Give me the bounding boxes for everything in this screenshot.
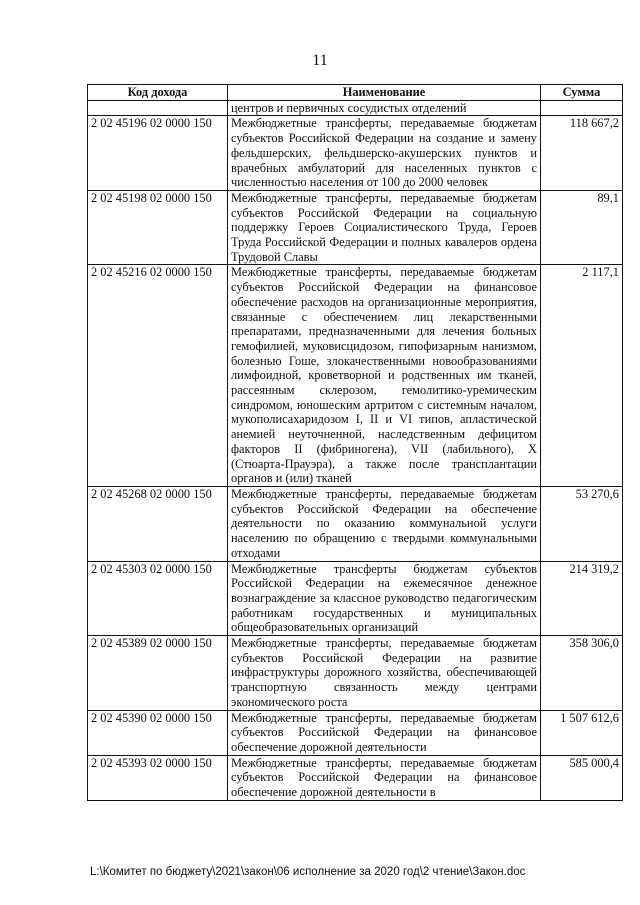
row-name: Межбюджетные трансферты, передаваемые бюджетам субъектов Российской Федерации на создание и замену фельдшерских, фельдшерско-акушерских пунктов и врачебных амбулаторий для населенных пунктов с численностью населения от 100 до 2000 человек — [228, 116, 541, 191]
table-row — [88, 561, 623, 636]
row-name: Межбюджетные трансферты, передаваемые бюджетам субъектов Российской Федерации на обеспечение деятельности по оказанию коммунальной услуги населению по обращению с твердыми коммунальными отходами — [228, 486, 541, 561]
table-row — [88, 190, 623, 265]
row-code: 2 02 45196 02 0000 150 — [88, 116, 228, 191]
revenue-table — [87, 84, 623, 801]
row-name: Межбюджетные трансферты, передаваемые бюджетам субъектов Российской Федерации на социальную поддержку Героев Социалистического Труда, Героев Труда Российской Федерации и полных кавалеров ордена Трудовой Славы — [228, 190, 541, 265]
table-row — [88, 636, 623, 711]
row-sum: 1 507 612,6 — [541, 710, 623, 755]
footer-file-path: L:\Комитет по бюджету\2021\закон\06 исполнение за 2020 год\2 чтение\Закон.doc — [90, 866, 526, 878]
row-code: 2 02 45198 02 0000 150 — [88, 190, 228, 265]
table-header-row — [88, 85, 623, 101]
row-sum: 118 667,2 — [541, 116, 623, 191]
row-name: Межбюджетные трансферты, передаваемые бюджетам субъектов Российской Федерации на развитие инфраструктуры дорожного хозяйства, обеспечивающей транспортную связанность между центрами экономического роста — [228, 636, 541, 711]
row-code — [88, 100, 228, 116]
table-row — [88, 116, 623, 191]
page-number: 11 — [312, 52, 328, 69]
row-sum — [541, 100, 623, 116]
table-row — [88, 710, 623, 755]
row-name: центров и первичных сосудистых отделений — [228, 100, 541, 116]
row-code: 2 02 45393 02 0000 150 — [88, 755, 228, 800]
row-code: 2 02 45390 02 0000 150 — [88, 710, 228, 755]
row-name: Межбюджетные трансферты бюджетам субъектов Российской Федерации на ежемесячное денежное вознаграждение за классное руководство педагогическим работникам государственных и муниципальных общеобразовательных организаций — [228, 561, 541, 636]
row-code: 2 02 45303 02 0000 150 — [88, 561, 228, 636]
row-sum: 2 117,1 — [541, 265, 623, 487]
row-sum: 89,1 — [541, 190, 623, 265]
row-code: 2 02 45268 02 0000 150 — [88, 486, 228, 561]
row-sum: 585 000,4 — [541, 755, 623, 800]
header-name: Наименование — [228, 85, 541, 101]
row-sum: 53 270,6 — [541, 486, 623, 561]
row-code: 2 02 45389 02 0000 150 — [88, 636, 228, 711]
table-row — [88, 100, 623, 116]
row-code: 2 02 45216 02 0000 150 — [88, 265, 228, 487]
row-sum: 214 319,2 — [541, 561, 623, 636]
header-code: Код дохода — [88, 85, 228, 101]
table-row — [88, 486, 623, 561]
row-name: Межбюджетные трансферты, передаваемые бюджетам субъектов Российской Федерации на финансовое обеспечение дорожной деятельности в — [228, 755, 541, 800]
table-row — [88, 265, 623, 487]
table-row — [88, 755, 623, 800]
header-sum: Сумма — [541, 85, 623, 101]
row-name: Межбюджетные трансферты, передаваемые бюджетам субъектов Российской Федерации на финансовое обеспечение расходов на организационные мероприятия, связанные с обеспечением лиц лекарственными препаратами, предназначенными для лечения больных гемофилией, муковисцидозом, гипофизарным нанизмом, болезнью Гоше, злокачественными новообразованиями лимфоидной, кроветворной и родственных им тканей, рассеянным склерозом, гемолитико-уремическим синдромом, юношеским артритом с системным началом, мукополисахаридозом I, II и VI типов, апластической анемией неуточненной, наследственным дефицитом факторов II (фибриногена), VII (лабильного), X (Стюарта-Прауэра), а также после трансплантации органов и (или) тканей — [228, 265, 541, 487]
row-name: Межбюджетные трансферты, передаваемые бюджетам субъектов Российской Федерации на финансовое обеспечение дорожной деятельности — [228, 710, 541, 755]
row-sum: 358 306,0 — [541, 636, 623, 711]
